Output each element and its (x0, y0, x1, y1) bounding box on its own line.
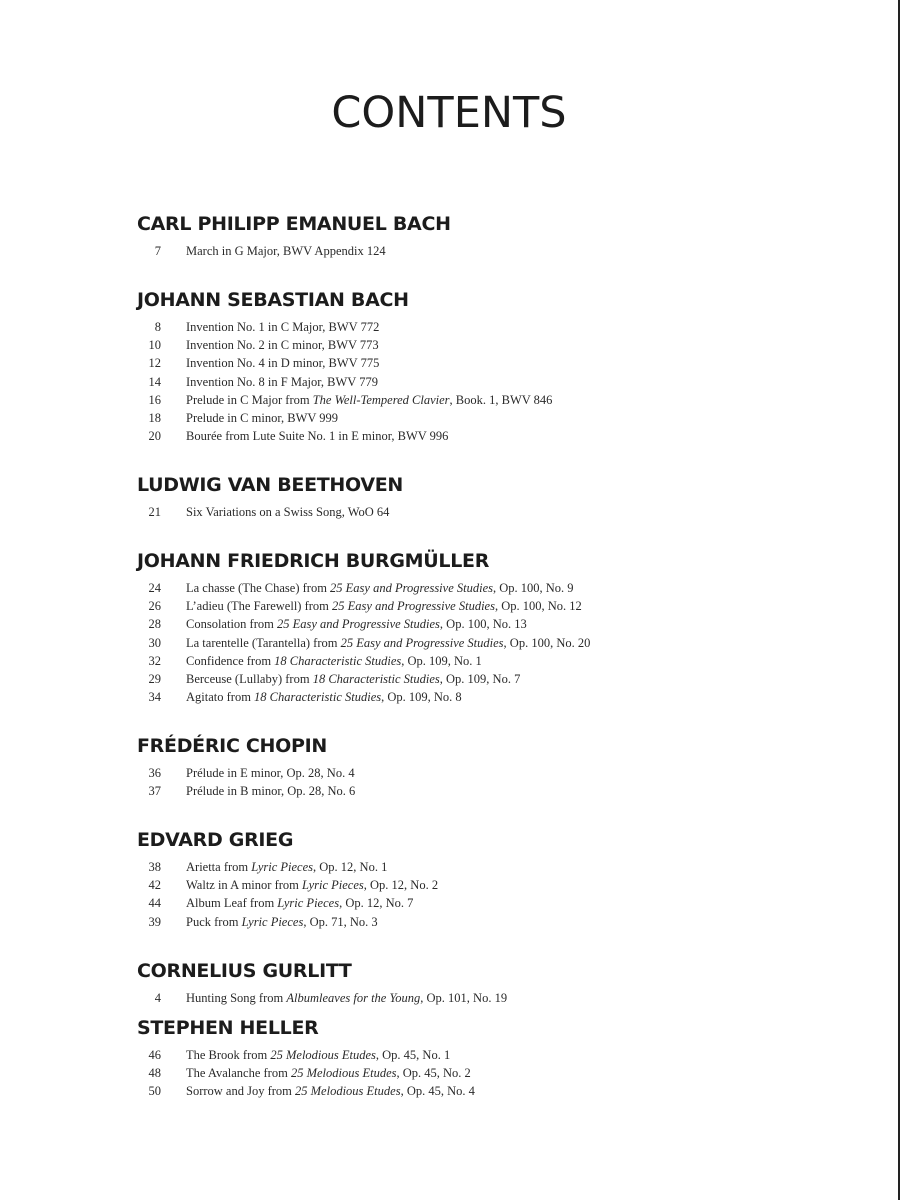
page-number: 39 (148, 914, 161, 929)
page-number: 44 (148, 896, 161, 911)
work-title-text: Prelude in C minor, BWV 999 (186, 410, 339, 425)
work-title-text: , Op. 45, No. 2 (396, 1066, 471, 1081)
page-number: 30 (148, 635, 161, 650)
contents-entry (137, 782, 857, 800)
contents-entry (137, 354, 857, 372)
work-title (186, 427, 448, 445)
work-title-italic: Lyric Pieces (277, 896, 340, 911)
work-title-italic: 18 Characteristic Studies (254, 690, 382, 705)
page-number: 34 (148, 690, 161, 705)
work-title (186, 615, 527, 633)
works-list (137, 858, 857, 931)
page-number: 29 (148, 671, 161, 686)
page-number: 26 (148, 599, 161, 614)
work-title (186, 391, 552, 409)
work-title-text: , Op. 12, No. 7 (339, 896, 414, 911)
composer-heading: CORNELIUS GURLITT (137, 960, 352, 982)
contents-entry (137, 336, 857, 354)
contents-entry (137, 989, 857, 1007)
work-title-text: , Op. 100, No. 9 (493, 581, 574, 595)
page-number: 21 (148, 505, 161, 519)
work-title-italic: 25 Easy and Progressive Studies (330, 581, 493, 595)
work-title-text: Album Leaf from (186, 896, 278, 911)
work-title-italic: Albumleaves for the Young (286, 991, 421, 1005)
work-title-text: Waltz in A minor from (186, 878, 302, 893)
work-title-text: Berceuse (Lullaby) from (186, 671, 313, 686)
work-title-text: , Op. 100, No. 20 (503, 635, 591, 650)
page-number: 37 (148, 784, 161, 799)
work-title (186, 913, 378, 931)
work-title-text: Invention No. 2 in C minor, BWV 773 (186, 338, 379, 353)
work-title-text: , Op. 109, No. 1 (401, 653, 482, 668)
composer-section (137, 210, 857, 260)
work-title (186, 354, 379, 372)
work-title-text: Puck from (186, 914, 242, 929)
page-title: CONTENTS (331, 88, 567, 138)
composer-heading: FRÉDÉRIC CHOPIN (137, 735, 327, 757)
composer-section (137, 732, 857, 800)
work-title (186, 336, 379, 354)
composer-heading: CARL PHILIPP EMANUEL BACH (137, 213, 451, 235)
works-list (137, 1046, 857, 1101)
contents-entry (137, 858, 857, 876)
work-title-text: , Op. 12, No. 2 (363, 878, 439, 893)
works-list (137, 318, 857, 445)
work-title (186, 989, 507, 1007)
works-list (137, 989, 857, 1007)
page-number: 38 (148, 860, 161, 874)
work-title-text: Prelude in C Major from (186, 392, 313, 407)
page-number: 20 (148, 429, 161, 444)
page-number: 7 (154, 244, 161, 258)
contents-entry (137, 615, 857, 633)
work-title (186, 894, 413, 912)
contents-entry (137, 242, 857, 260)
work-title-text: , Op. 45, No. 1 (375, 1048, 451, 1062)
work-title-text: Six Variations on a Swiss Song, WoO 64 (186, 505, 390, 519)
work-title (186, 579, 574, 597)
contents-entry (137, 409, 857, 427)
work-title-text: Prélude in E minor, Op. 28, No. 4 (186, 766, 355, 780)
contents-entry (137, 876, 857, 894)
composer-section (137, 826, 857, 931)
work-title-italic: 18 Characteristic Studies (312, 671, 440, 686)
work-title-text: , Op. 109, No. 7 (439, 671, 521, 686)
contents-entry (137, 634, 857, 652)
work-title (186, 782, 355, 800)
work-title (186, 318, 379, 336)
contents-entry (137, 1046, 857, 1064)
page-number: 16 (148, 392, 161, 407)
work-title (186, 409, 338, 427)
work-title (186, 597, 582, 615)
contents-entry (137, 579, 857, 597)
page-number: 28 (148, 617, 161, 632)
work-title (186, 1046, 450, 1064)
work-title-text: Arietta from (186, 860, 252, 874)
work-title (186, 373, 378, 391)
work-title-italic: The Well-Tempered Clavier (312, 392, 450, 407)
work-title-text: La chasse (The Chase) from (186, 581, 331, 595)
contents-entry (137, 391, 857, 409)
work-title (186, 1082, 475, 1100)
work-title-text: Hunting Song from (186, 991, 287, 1005)
work-title-italic: 25 Melodious Etudes (295, 1084, 401, 1099)
contents-entry (137, 318, 857, 336)
page-number: 12 (148, 356, 161, 371)
work-title-text: Invention No. 4 in D minor, BWV 775 (186, 356, 380, 371)
composer-section (137, 547, 857, 706)
works-list (137, 503, 857, 521)
work-title-italic: Lyric Pieces (302, 878, 364, 893)
contents-entry (137, 427, 857, 445)
work-title (186, 242, 386, 260)
works-list (137, 242, 857, 260)
work-title-text: , Book. 1, BWV 846 (449, 392, 553, 407)
page-number: 42 (148, 878, 161, 893)
work-title-text: Invention No. 8 in F Major, BWV 779 (186, 374, 378, 389)
composer-section (137, 957, 857, 1007)
page-number: 32 (148, 653, 161, 668)
work-title-text: The Avalanche from (186, 1066, 291, 1081)
work-title-italic: Lyric Pieces (241, 914, 304, 929)
contents-entry (137, 373, 857, 391)
work-title-italic: 25 Melodious Etudes (270, 1048, 376, 1062)
work-title (186, 503, 389, 521)
work-title (186, 652, 482, 670)
work-title (186, 670, 520, 688)
contents-entry (137, 1082, 857, 1100)
contents-entry (137, 894, 857, 912)
contents-entry (137, 670, 857, 688)
page-number: 24 (148, 581, 161, 595)
work-title-text: , Op. 101, No. 19 (420, 991, 508, 1005)
page-number: 46 (148, 1048, 161, 1062)
work-title-text: , Op. 100, No. 12 (494, 599, 582, 614)
work-title-text: , Op. 45, No. 4 (400, 1084, 475, 1099)
composer-heading: JOHANN SEBASTIAN BACH (137, 289, 409, 311)
work-title-italic: 18 Characteristic Studies (274, 653, 402, 668)
work-title-italic: Lyric Pieces (251, 860, 314, 874)
work-title (186, 858, 387, 876)
page-number: 14 (148, 374, 161, 389)
composer-heading: LUDWIG VAN BEETHOVEN (137, 474, 404, 496)
work-title (186, 688, 462, 706)
page-number: 10 (148, 338, 161, 353)
page-number: 36 (148, 766, 161, 780)
contents-entry (137, 764, 857, 782)
work-title-text: Confidence from (186, 653, 275, 668)
page-number: 18 (148, 410, 161, 425)
works-list (137, 764, 857, 800)
work-title-text: Invention No. 1 in C Major, BWV 772 (186, 320, 380, 334)
contents-entry (137, 688, 857, 706)
contents-entry (137, 913, 857, 931)
composer-section (137, 471, 857, 521)
composer-section (137, 286, 857, 445)
work-title-text: March in G Major, BWV Appendix 124 (186, 244, 386, 258)
work-title (186, 876, 438, 894)
work-title-text: Consolation from (186, 617, 277, 632)
contents-entry (137, 503, 857, 521)
page-number: 4 (154, 991, 161, 1005)
composer-heading: STEPHEN HELLER (137, 1017, 319, 1039)
composer-section (137, 1014, 857, 1101)
page-number: 8 (154, 320, 161, 334)
work-title-italic: 25 Easy and Progressive Studies (332, 599, 495, 614)
works-list (137, 579, 857, 706)
work-title-text: Bourée from Lute Suite No. 1 in E minor, BWV 996 (186, 429, 449, 444)
work-title-text: , Op. 100, No. 13 (439, 617, 527, 632)
contents-entry (137, 1064, 857, 1082)
work-title-text: Agitato from (186, 690, 255, 705)
work-title-text: , Op. 12, No. 1 (313, 860, 388, 874)
work-title (186, 764, 355, 782)
work-title (186, 634, 590, 652)
work-title-text: La tarentelle (Tarantella) from (186, 635, 341, 650)
work-title-text: The Brook from (186, 1048, 271, 1062)
work-title-text: Prélude in B minor, Op. 28, No. 6 (186, 784, 356, 799)
contents-entry (137, 652, 857, 670)
work-title-text: L’adieu (The Farewell) from (186, 599, 333, 614)
composer-heading: EDVARD GRIEG (137, 829, 294, 851)
work-title-text: Sorrow and Joy from (186, 1084, 296, 1099)
work-title-text: , Op. 71, No. 3 (303, 914, 378, 929)
page-number: 50 (148, 1084, 161, 1099)
composer-heading: JOHANN FRIEDRICH BURGMÜLLER (137, 550, 490, 572)
work-title-italic: 25 Easy and Progressive Studies (340, 635, 504, 650)
work-title-italic: 25 Easy and Progressive Studies (276, 617, 440, 632)
work-title-text: , Op. 109, No. 8 (381, 690, 462, 705)
work-title (186, 1064, 471, 1082)
contents-entry (137, 597, 857, 615)
page-number: 48 (148, 1066, 161, 1081)
work-title-italic: 25 Melodious Etudes (290, 1066, 397, 1081)
